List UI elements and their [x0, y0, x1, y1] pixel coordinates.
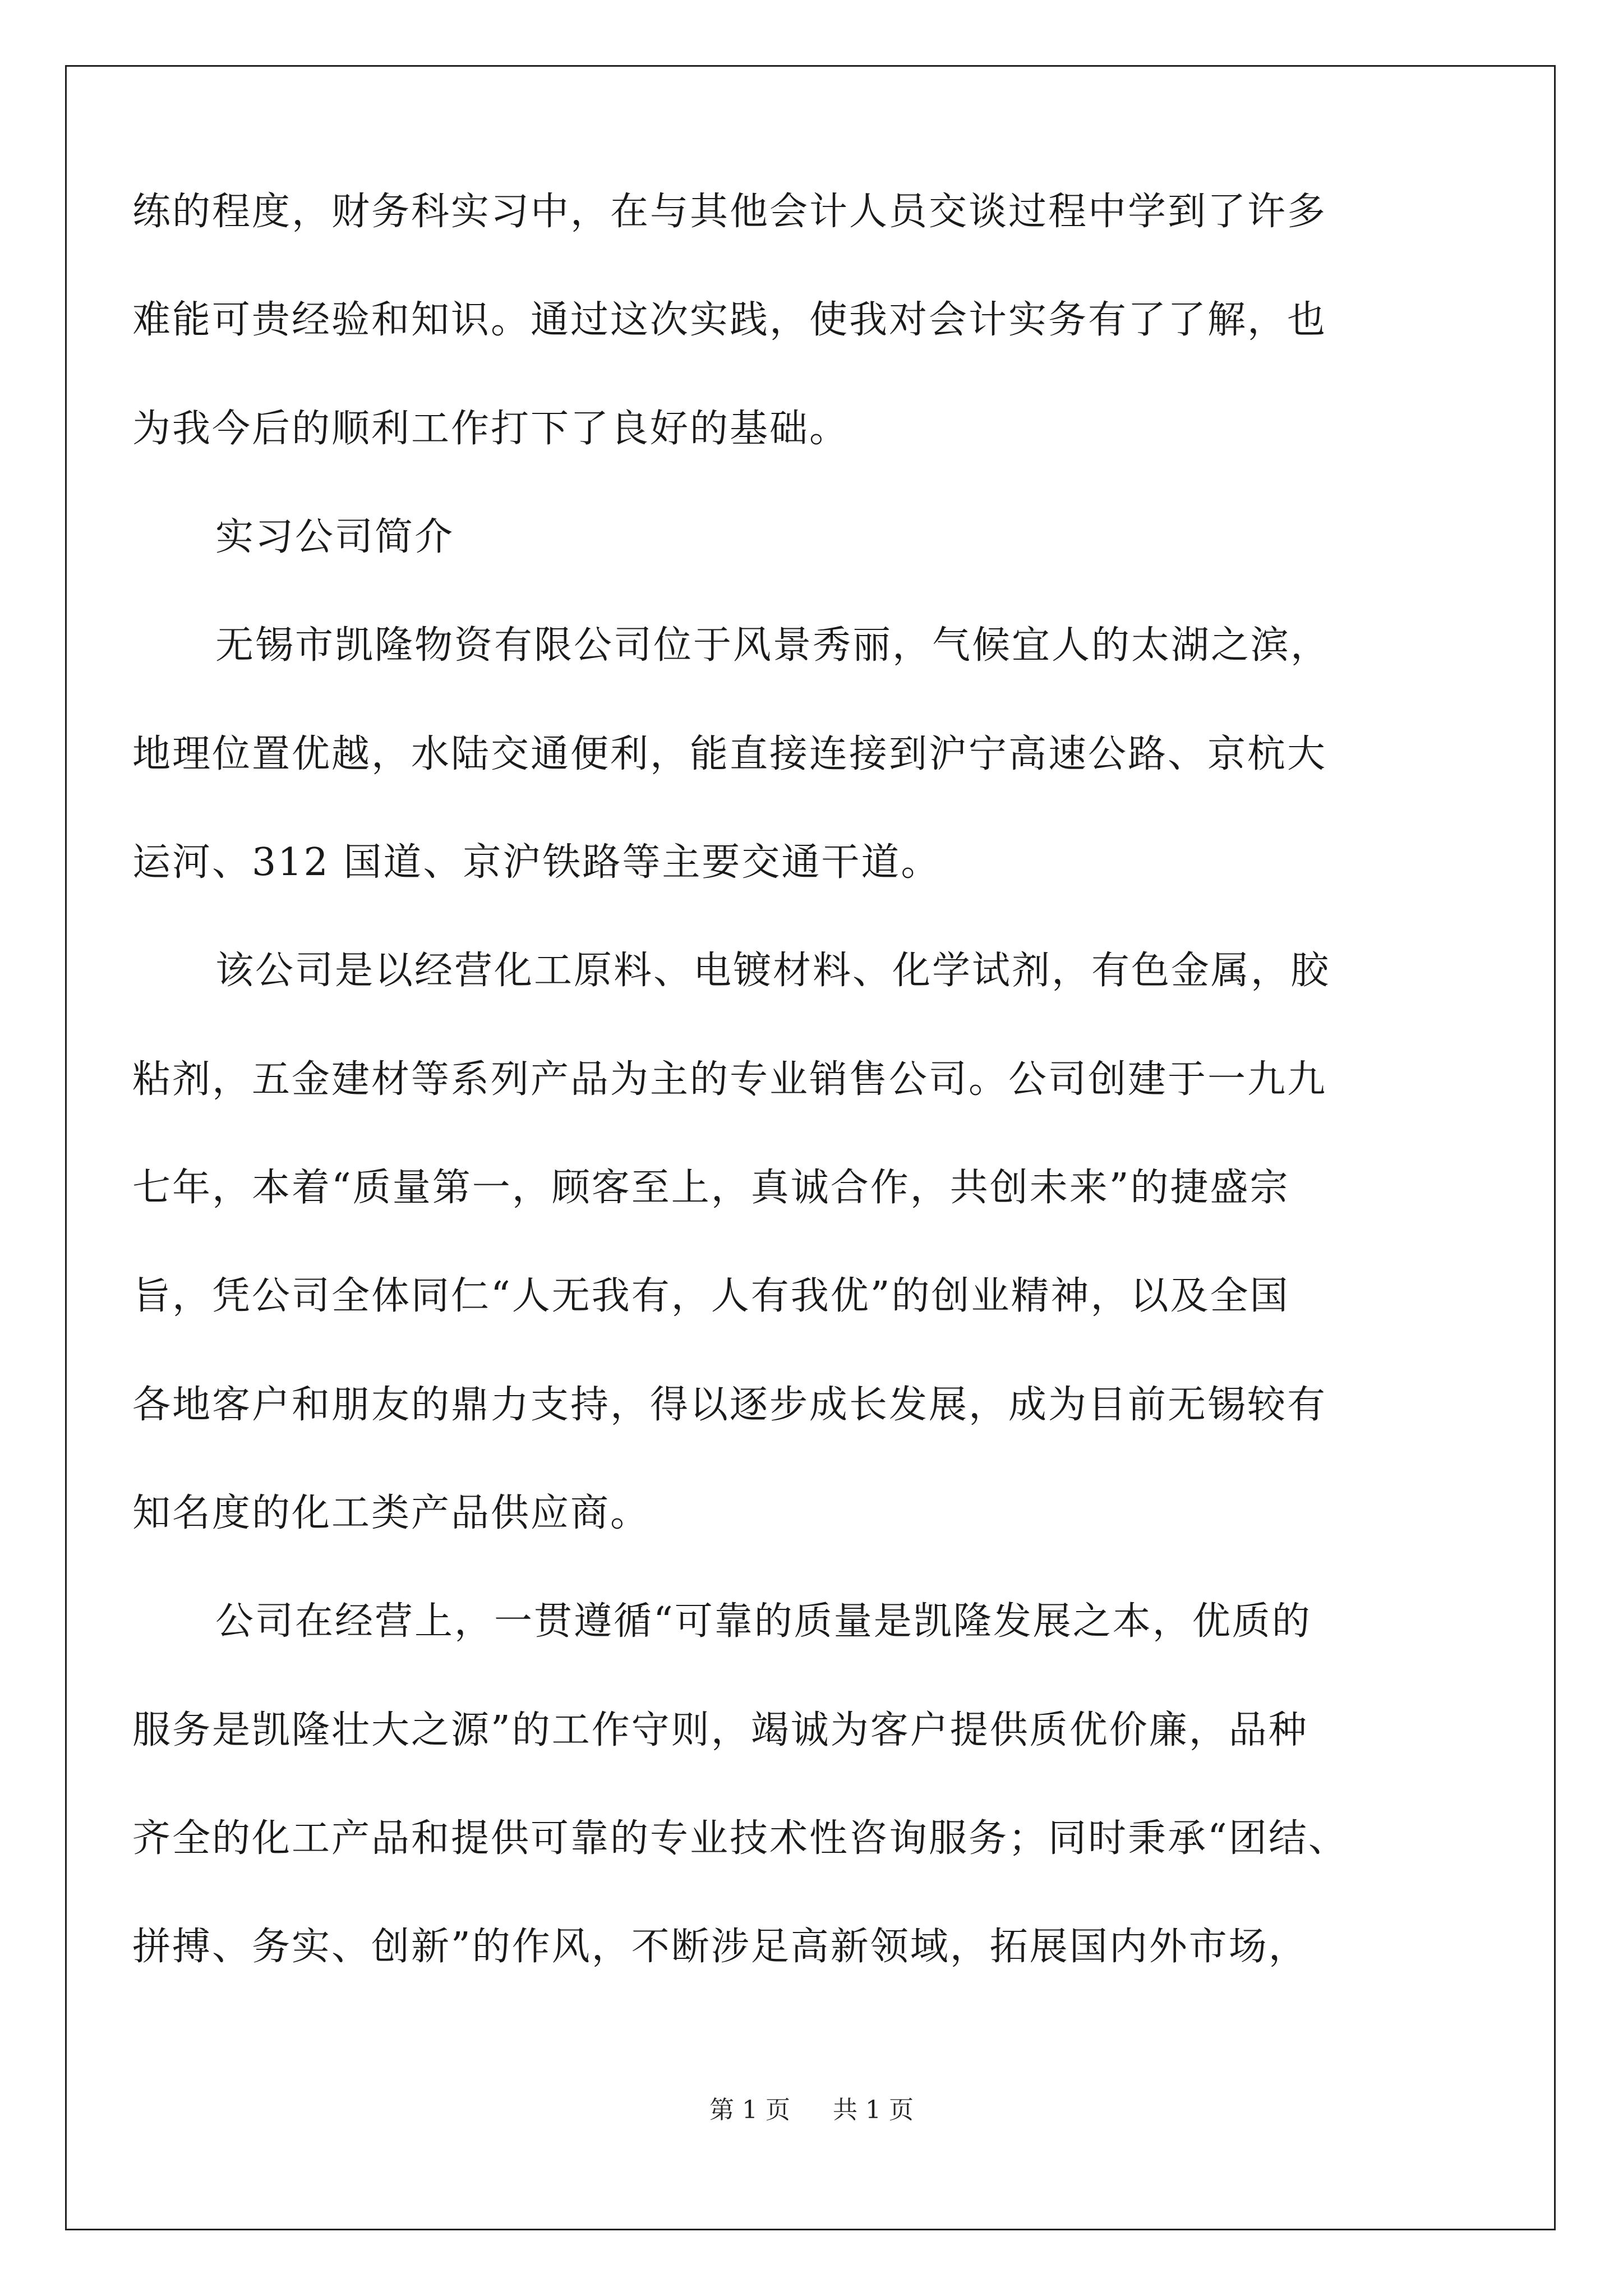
text-line: 服务是凯隆壮大之源”的工作守则，竭诚为客户提供质优价廉，品种 — [132, 1708, 1308, 1752]
page-number: 第 1 页 — [709, 2096, 790, 2124]
section-heading: 实习公司简介 — [215, 515, 455, 559]
text-line: 为我今后的顺利工作打下了良好的基础。 — [132, 407, 850, 451]
text-line: 旨，凭公司全体同仁“人无我有，人有我优”的创业精神，以及全国 — [132, 1274, 1290, 1318]
text-line: 七年，本着“质量第一，顾客至上，真诚合作，共创未来”的捷盛宗 — [132, 1166, 1290, 1210]
text-line: 难能可贵经验和知识。通过这次实践，使我对会计实务有了了解，也 — [132, 298, 1327, 342]
text-line: 知名度的化工类产品供应商。 — [132, 1491, 651, 1535]
text-line: 公司在经营上，一贯遵循“可靠的质量是凯隆发展之本，优质的 — [215, 1599, 1312, 1644]
text-line: 地理位置优越，水陆交通便利，能直接连接到沪宁高速公路、京杭大 — [132, 732, 1327, 776]
text-line: 齐全的化工产品和提供可靠的专业技术性咨询服务；同时秉承“团结、 — [132, 1816, 1348, 1861]
text-line: 练的程度，财务科实习中，在与其他会计人员交谈过程中学到了许多 — [132, 190, 1327, 234]
text-line: 该公司是以经营化工原料、电镀材料、化学试剂，有色金属，胶 — [215, 949, 1331, 993]
page-total: 共 1 页 — [833, 2096, 914, 2124]
text-line: 运河、312 国道、京沪铁路等主要交通干道。 — [132, 840, 941, 885]
text-line: 拼搏、务实、创新”的作风，不断涉足高新领域，拓展国内外市场， — [132, 1925, 1308, 1969]
text-line: 各地客户和朋友的鼎力支持，得以逐步成长发展，成为目前无锡较有 — [132, 1383, 1327, 1427]
text-line: 无锡市凯隆物资有限公司位于风景秀丽，气候宜人的太湖之滨， — [215, 623, 1331, 668]
page-border — [65, 65, 1556, 2230]
text-line: 粘剂，五金建材等系列产品为主的专业销售公司。公司创建于一九九 — [132, 1057, 1327, 1102]
page-footer — [0, 2090, 1623, 2125]
